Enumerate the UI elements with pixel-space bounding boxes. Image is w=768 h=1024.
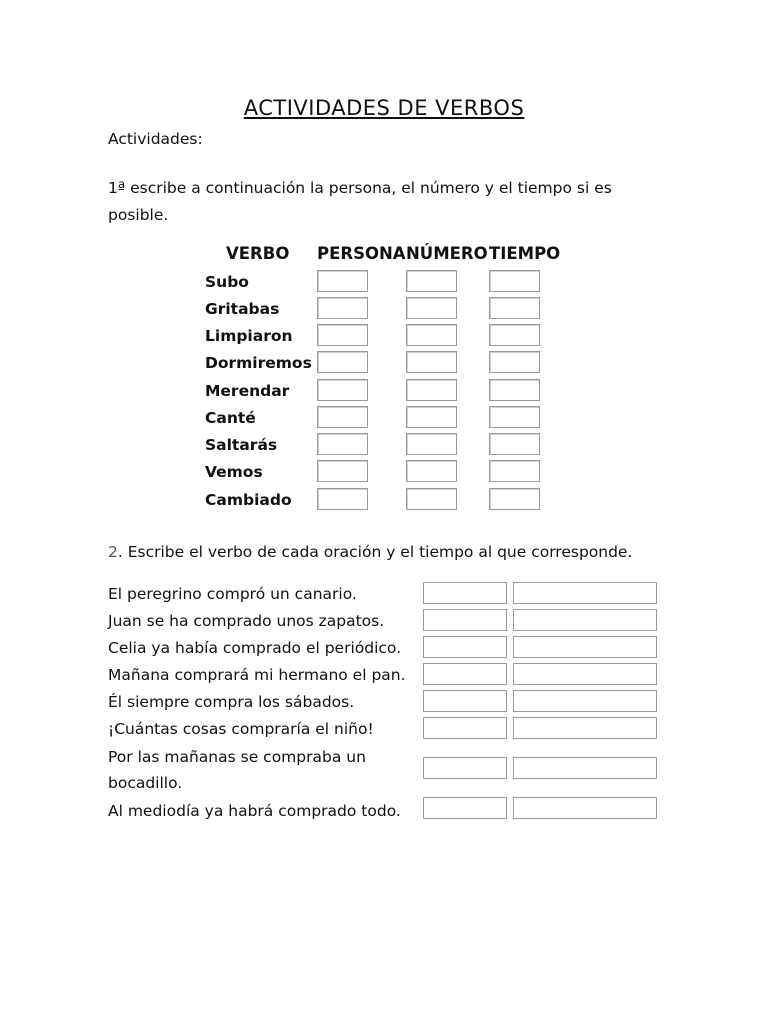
tiempo-answer-box[interactable] [489,460,540,482]
tiempo-answer-box[interactable] [489,433,540,455]
sentence-text: Por las mañanas se compraba un [108,748,366,766]
verb-label: Limpiaron [205,327,293,345]
persona-answer-box[interactable] [317,488,368,510]
header-verbo: VERBO [226,244,290,263]
persona-answer-box[interactable] [317,297,368,319]
verb-label: Gritabas [205,300,280,318]
verb-label: Vemos [205,463,263,481]
verb-label: Subo [205,273,249,291]
tiempo-answer-box[interactable] [489,351,540,373]
section-label: Actividades: [108,130,203,148]
verb-answer-box[interactable] [423,663,507,685]
header-persona: PERSONA [317,244,406,263]
verb-label: Dormiremos [205,354,312,372]
numero-answer-box[interactable] [406,351,457,373]
exercise1-instruction-line2: posible. [108,206,169,224]
numero-answer-box[interactable] [406,406,457,428]
persona-answer-box[interactable] [317,324,368,346]
tense-answer-box[interactable] [513,636,657,658]
tiempo-answer-box[interactable] [489,297,540,319]
page-title: ACTIVIDADES DE VERBOS [243,96,525,120]
tiempo-answer-box[interactable] [489,488,540,510]
sentence-text: Juan se ha comprado unos zapatos. [108,612,385,630]
tense-answer-box[interactable] [513,797,657,819]
tense-answer-box[interactable] [513,717,657,739]
exercise2-instruction-text: . Escribe el verbo de cada oración y el tiempo al que corresponde. [117,543,633,561]
persona-answer-box[interactable] [317,351,368,373]
verb-answer-box[interactable] [423,690,507,712]
exercise2-instruction [108,542,632,562]
verb-answer-box[interactable] [423,636,507,658]
verb-label: Saltarás [205,436,278,454]
tense-answer-box[interactable] [513,690,657,712]
tense-answer-box[interactable] [513,582,657,604]
numero-answer-box[interactable] [406,324,457,346]
tense-answer-box[interactable] [513,757,657,779]
sentence-text: Él siempre compra los sábados. [108,693,355,711]
numero-answer-box[interactable] [406,270,457,292]
tiempo-answer-box[interactable] [489,406,540,428]
numero-answer-box[interactable] [406,488,457,510]
persona-answer-box[interactable] [317,433,368,455]
tense-answer-box[interactable] [513,609,657,631]
persona-answer-box[interactable] [317,460,368,482]
sentence-text: Mañana comprará mi hermano el pan. [108,666,406,684]
tiempo-answer-box[interactable] [489,270,540,292]
numero-answer-box[interactable] [406,433,457,455]
verb-label: Merendar [205,382,290,400]
verb-answer-box[interactable] [423,797,507,819]
exercise1-instruction-line1: 1ª escribe a continuación la persona, el número y el tiempo si es [108,179,612,197]
sentence-text-continued: bocadillo. [108,774,183,792]
verb-answer-box[interactable] [423,757,507,779]
sentence-text: El peregrino compró un canario. [108,585,357,603]
verb-answer-box[interactable] [423,609,507,631]
tiempo-answer-box[interactable] [489,379,540,401]
sentence-text: Celia ya había comprado el periódico. [108,639,402,657]
numero-answer-box[interactable] [406,379,457,401]
header-tiempo: TIEMPO [489,244,561,263]
verb-label: Canté [205,409,256,427]
persona-answer-box[interactable] [317,270,368,292]
tiempo-answer-box[interactable] [489,324,540,346]
numero-answer-box[interactable] [406,460,457,482]
exercise2-number: 2 [108,543,118,561]
verb-answer-box[interactable] [423,717,507,739]
persona-answer-box[interactable] [317,406,368,428]
persona-answer-box[interactable] [317,379,368,401]
verb-label: Cambiado [205,491,292,509]
sentence-text: ¡Cuántas cosas compraría el niño! [108,720,374,738]
verb-answer-box[interactable] [423,582,507,604]
tense-answer-box[interactable] [513,663,657,685]
header-numero: NÚMERO [406,244,488,263]
numero-answer-box[interactable] [406,297,457,319]
sentence-text: Al mediodía ya habrá comprado todo. [108,802,401,820]
